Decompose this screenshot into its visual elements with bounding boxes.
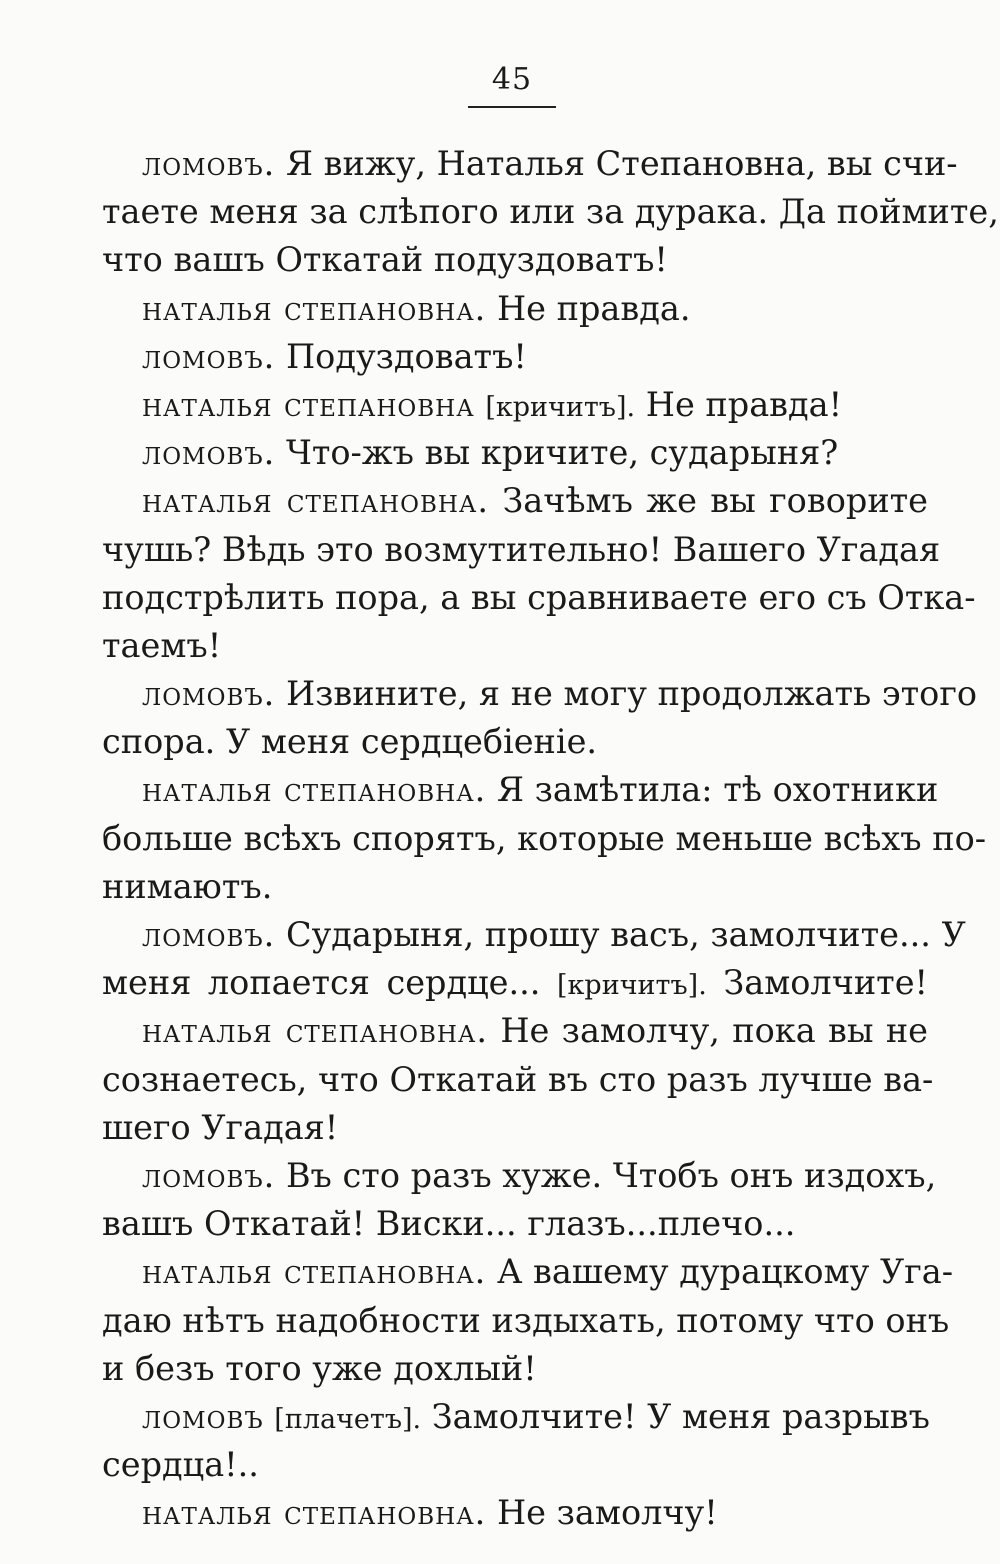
line-text: Не правда.	[496, 288, 691, 328]
text-line	[102, 1056, 934, 1104]
text-line	[102, 1152, 937, 1200]
line-text: Не замолчу!	[496, 1493, 718, 1533]
text-line	[102, 1297, 950, 1345]
text-line	[102, 1248, 954, 1296]
text-line	[102, 959, 928, 1007]
line-text: Замолчите! У меня разрывъ	[431, 1396, 930, 1436]
speaker-name: ломовъ.	[142, 336, 276, 376]
line-text: А вашему дурацкому Уга-	[496, 1252, 954, 1292]
line-text: Я вижу, Наталья Степановна, вы счи-	[285, 144, 958, 183]
speaker-name: ломовъ	[142, 1396, 264, 1436]
text-line	[102, 188, 999, 236]
line-text: спора. У меня сердцебіеніе.	[102, 722, 598, 762]
text-line	[102, 1104, 928, 1152]
page-number: 45	[491, 62, 533, 97]
line-text: Подуздоватъ!	[285, 336, 527, 376]
line-text: таете меня за слѣпого или за дурака. Да поймите,	[102, 192, 999, 232]
text-line	[102, 718, 928, 766]
text-line	[102, 622, 928, 670]
line-text: нимаютъ.	[102, 866, 273, 906]
stage-direction: [кричитъ].	[557, 970, 707, 1002]
speaker-name: наталья степановна.	[142, 1252, 487, 1292]
stage-direction: [кричитъ].	[485, 391, 636, 423]
line-text: Не правда!	[645, 384, 843, 424]
speaker-name: наталья степановна.	[142, 1493, 487, 1533]
line-text: Сударыня, прошу васъ, замолчите... У	[285, 915, 966, 954]
text-line	[102, 670, 978, 718]
speaker-name: наталья степановна.	[142, 770, 487, 810]
speaker-name: ломовъ.	[142, 674, 276, 714]
text-line	[102, 574, 976, 622]
line-text: чушь? Вѣдь это возмутительно! Вашего Угадая	[102, 529, 941, 569]
line-text: подстрѣлить пора, а вы сравниваете его съ Отка-	[102, 577, 976, 617]
page-number-rule	[468, 106, 556, 108]
text-line	[102, 911, 966, 959]
text-line	[102, 815, 987, 863]
speaker-name: ломовъ.	[142, 915, 276, 954]
line-text: Зачѣмъ же вы говорите	[502, 481, 929, 521]
line-text: сердца!..	[102, 1445, 259, 1485]
text-line	[102, 766, 939, 814]
text-line	[102, 1007, 928, 1055]
text-line	[102, 333, 928, 381]
line-text: Замолчите!	[723, 963, 928, 1003]
text-line	[102, 140, 958, 188]
line-text: сознаетесь, что Откатай въ сто разъ лучше ва-	[102, 1059, 934, 1099]
speaker-name: наталья степановна.	[142, 288, 487, 328]
line-text: и безъ того уже дохлый!	[102, 1348, 537, 1388]
text-line	[102, 477, 928, 525]
text-line	[102, 429, 928, 477]
line-text: Не замолчу, пока вы не	[500, 1011, 928, 1051]
text-line	[102, 381, 928, 429]
line-text: даю нѣтъ надобности издыхать, потому что онъ	[102, 1300, 950, 1340]
line-text: Въ сто разъ хуже. Чтобъ онъ издохъ,	[285, 1155, 937, 1195]
text-line	[102, 236, 928, 284]
text-line	[102, 526, 941, 574]
speaker-name: наталья степановна.	[142, 1011, 488, 1051]
speaker-name: наталья степановна.	[142, 481, 489, 521]
speaker-name: наталья степановна	[142, 384, 475, 424]
text-line	[102, 1393, 928, 1441]
line-text: Я замѣтила: тѣ охотники	[496, 770, 939, 810]
speaker-name: ломовъ.	[142, 433, 276, 473]
line-text: меня лопается сердце...	[102, 963, 541, 1003]
line-text: таемъ!	[102, 625, 222, 665]
line-text: что вашъ Откатай подуздоватъ!	[102, 240, 668, 280]
text-line	[102, 863, 928, 911]
dialogue-text	[102, 140, 999, 1537]
line-text: вашъ Откатай! Виски... глазъ...плечо...	[102, 1204, 796, 1244]
speaker-name: ломовъ.	[142, 1155, 276, 1195]
line-text: Что-жъ вы кричите, сударыня?	[285, 433, 839, 473]
text-line	[102, 1441, 928, 1489]
text-line	[102, 1489, 928, 1537]
line-text: Извините, я не могу продолжать этого	[285, 674, 978, 714]
text-line	[102, 1345, 928, 1393]
line-text: шего Угадая!	[102, 1107, 339, 1147]
text-line	[102, 1200, 928, 1248]
line-text: больше всѣхъ спорятъ, которые меньше всѣхъ по-	[102, 818, 987, 858]
text-line	[102, 285, 928, 333]
speaker-name: ломовъ.	[142, 144, 276, 183]
stage-direction: [плачетъ].	[274, 1403, 422, 1435]
